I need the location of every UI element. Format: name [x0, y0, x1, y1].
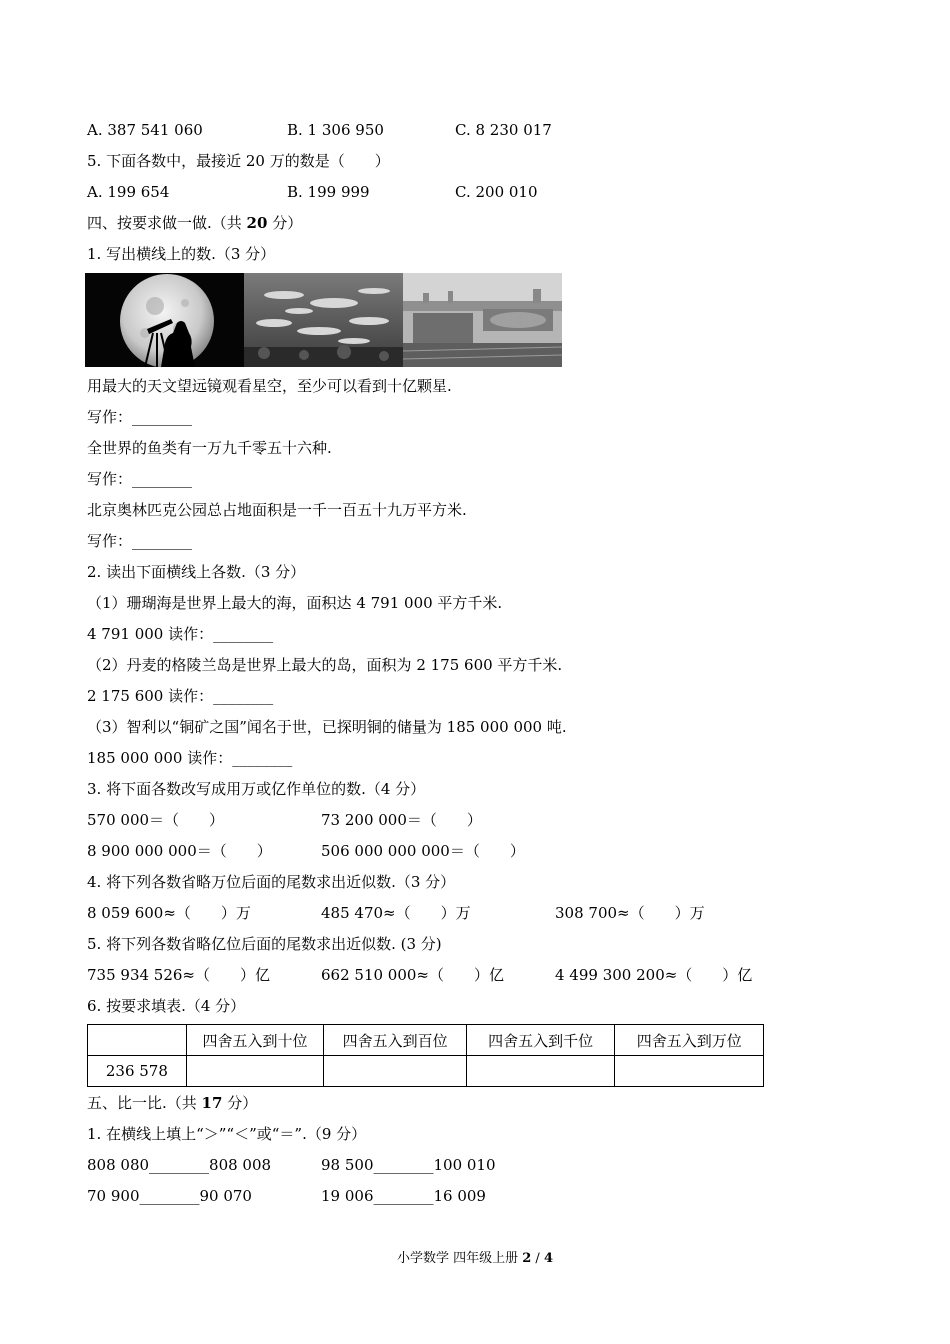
table-cell: 236 578 — [88, 1056, 187, 1087]
option-b: B. 199 999 — [287, 183, 370, 201]
fish-school-photo — [244, 273, 403, 367]
section-score: 17 — [201, 1094, 223, 1112]
moon-telescope-photo — [85, 273, 244, 367]
rounding-table — [87, 1024, 764, 1087]
answer-cell[interactable] — [186, 1056, 324, 1087]
section-4-heading — [87, 213, 302, 233]
question-title: 1. 在横线上填上“＞”“＜”或“＝”.（9 分） — [87, 1125, 367, 1143]
answer-cell[interactable] — [466, 1056, 615, 1087]
exercise-item: 8 900 000 000＝（ ） — [87, 842, 272, 860]
page-number: 2 — [522, 1251, 532, 1266]
table-header-cell: 四舍五入到千位 — [466, 1025, 615, 1056]
exercise-item: 73 200 000＝（ ） — [321, 811, 482, 829]
footer-text: 小学数学 四年级上册 — [396, 1251, 523, 1266]
exercise-item: 308 700≈（ ）万 — [555, 904, 705, 922]
answer-cell[interactable] — [324, 1056, 467, 1087]
exercise-item: 8 059 600≈（ ）万 — [87, 904, 251, 922]
exercise-item: 506 000 000 000＝（ ） — [321, 842, 525, 860]
section-5-heading — [87, 1093, 257, 1113]
page-total: 4 — [543, 1251, 553, 1266]
answer-line: 写作：________ — [87, 470, 193, 488]
table-header-cell: 四舍五入到万位 — [615, 1025, 764, 1056]
page-footer — [0, 1247, 950, 1266]
prompt-text: （2）丹麦的格陵兰岛是世界上最大的岛，面积为 2 175 600 平方千米. — [87, 656, 563, 674]
prompt-text: 用最大的天文望远镜观看星空，至少可以看到十亿颗星. — [87, 377, 452, 395]
answer-cell[interactable] — [615, 1056, 764, 1087]
exercise-item: 70 900________90 070 — [87, 1187, 252, 1205]
heading-text: 五、比一比.（共 — [87, 1094, 202, 1112]
prompt-text: （3）智利以“铜矿之国”闻名于世，已探明铜的储量为 185 000 000 吨. — [87, 718, 567, 736]
heading-text: 分） — [222, 1094, 258, 1112]
exercise-item: 485 470≈（ ）万 — [321, 904, 471, 922]
option-a: A. 199 654 — [87, 183, 170, 201]
question-title: 3. 将下面各数改写成用万或亿作单位的数.（4 分） — [87, 780, 426, 798]
answer-line: 185 000 000 读作：________ — [87, 749, 293, 767]
exercise-item: 735 934 526≈（ ）亿 — [87, 966, 270, 984]
table-header-cell: 四舍五入到百位 — [324, 1025, 467, 1056]
option-a: A. 387 541 060 — [87, 121, 203, 139]
table-header-cell — [88, 1025, 187, 1056]
question-title: 1. 写出横线上的数.（3 分） — [87, 245, 276, 263]
exercise-item: 570 000＝（ ） — [87, 811, 225, 829]
answer-line: 4 791 000 读作：________ — [87, 625, 274, 643]
exercise-item: 4 499 300 200≈（ ）亿 — [555, 966, 753, 984]
heading-text: 四、按要求做一做.（共 — [87, 214, 247, 232]
answer-line: 写作：________ — [87, 532, 193, 550]
answer-line: 写作：________ — [87, 408, 193, 426]
heading-text: 分） — [267, 214, 303, 232]
prompt-text: 北京奥林匹克公园总占地面积是一千一百五十九万平方米. — [87, 501, 467, 519]
question-title: 2. 读出下面横线上各数.（3 分） — [87, 563, 306, 581]
exercise-item: 19 006________16 009 — [321, 1187, 486, 1205]
table-row — [88, 1056, 764, 1087]
option-b: B. 1 306 950 — [287, 121, 384, 139]
prompt-text: 全世界的鱼类有一万九千零五十六种. — [87, 439, 332, 457]
olympic-park-photo — [403, 273, 562, 367]
option-c: C. 200 010 — [455, 183, 538, 201]
exercise-item: 808 080________808 008 — [87, 1156, 272, 1174]
exercise-item: 662 510 000≈（ ）亿 — [321, 966, 504, 984]
question-5-stem: 5. 下面各数中，最接近 20 万的数是（ ） — [87, 152, 390, 170]
exercise-item: 98 500________100 010 — [321, 1156, 496, 1174]
table-header-cell: 四舍五入到十位 — [186, 1025, 324, 1056]
photo-strip — [85, 273, 563, 367]
page-separator: / — [531, 1251, 544, 1266]
question-title: 6. 按要求填表.（4 分） — [87, 997, 246, 1015]
answer-line: 2 175 600 读作：________ — [87, 687, 274, 705]
question-title: 5. 将下列各数省略亿位后面的尾数求出近似数. (3 分) — [87, 935, 442, 953]
table-header-row — [88, 1025, 764, 1056]
question-title: 4. 将下列各数省略万位后面的尾数求出近似数.（3 分） — [87, 873, 456, 891]
section-score: 20 — [246, 214, 268, 232]
option-c: C. 8 230 017 — [455, 121, 552, 139]
prompt-text: （1）珊瑚海是世界上最大的海，面积达 4 791 000 平方千米. — [87, 594, 503, 612]
